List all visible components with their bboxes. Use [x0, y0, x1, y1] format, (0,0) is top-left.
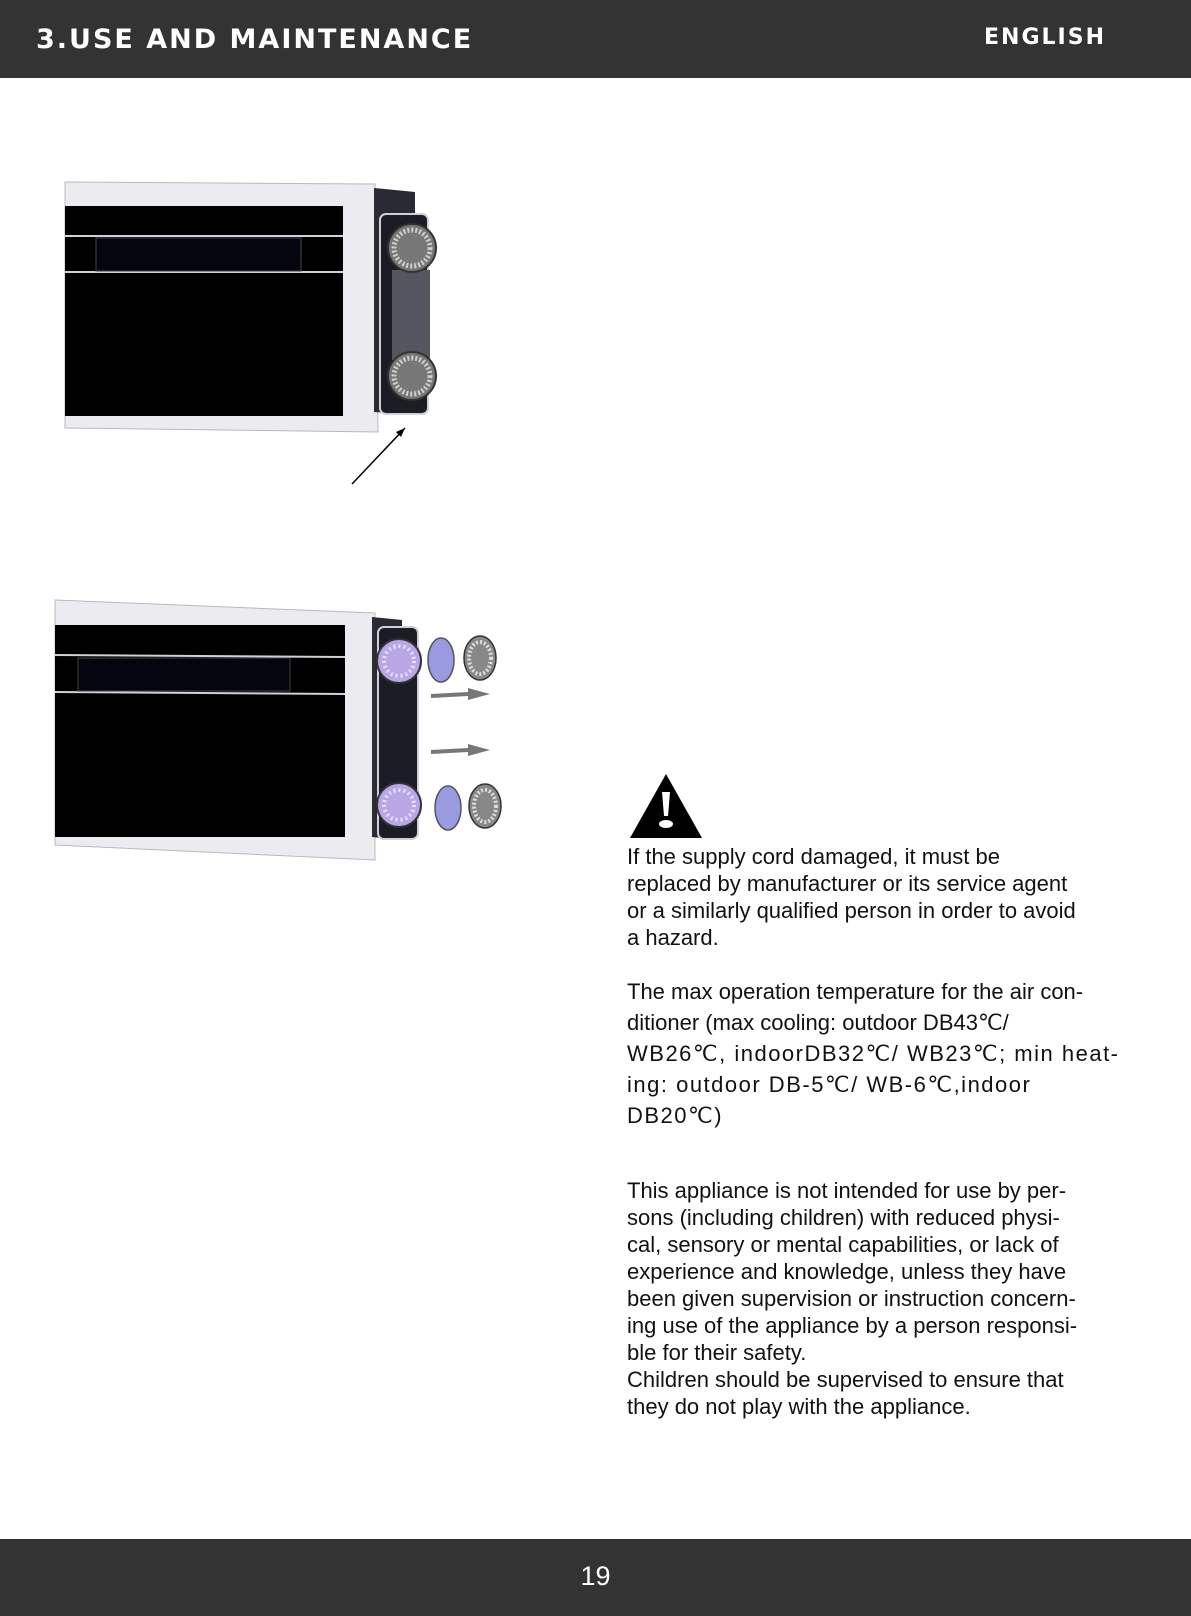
text-line: replaced by manufacturer or its service agent [627, 871, 1068, 896]
text-line: cal, sensory or mental capabilities, or lack of [627, 1232, 1059, 1257]
text-line: ing: outdoor DB-5℃/ WB-6℃,indoor [627, 1072, 1032, 1097]
text-line: This appliance is not intended for use by per- [627, 1178, 1067, 1203]
text-line: ditioner (max cooling: outdoor DB43℃/ [627, 1010, 1009, 1035]
ac-unit-side-filters-illustration [60, 180, 480, 490]
section-title: 3.USE AND MAINTENANCE [36, 24, 474, 55]
intended-use-warning [627, 1177, 1167, 1420]
text-line: DB20℃) [627, 1103, 724, 1128]
max-temperature-note [627, 976, 1167, 1131]
text-line: ble for their safety. [627, 1340, 807, 1365]
text-line: or a similarly qualified person in order to avoid [627, 898, 1076, 923]
text-line: Children should be supervised to ensure that [627, 1367, 1064, 1392]
text-line: WB26℃, indoorDB32℃/ WB23℃; min heat- [627, 1041, 1120, 1066]
text-line: a hazard. [627, 925, 719, 950]
text-line: they do not play with the appliance. [627, 1394, 971, 1419]
text-line: been given supervision or instruction concern- [627, 1286, 1076, 1311]
page-footer [0, 1539, 1191, 1616]
language-label: ENGLISH [984, 25, 1106, 50]
warning-triangle-icon [628, 772, 704, 840]
text-line: sons (including children) with reduced physi- [627, 1205, 1060, 1230]
text-line: The max operation temperature for the air con- [627, 979, 1084, 1004]
text-line: ing use of the appliance by a person responsi- [627, 1313, 1078, 1338]
text-line: If the supply cord damaged, it must be [627, 844, 1000, 869]
text-line: experience and knowledge, unless they have [627, 1259, 1067, 1284]
page-number: 19 [580, 1561, 611, 1591]
supply-cord-warning [627, 843, 1167, 951]
page-header [0, 0, 1191, 78]
filter-removal-illustration [50, 595, 510, 865]
